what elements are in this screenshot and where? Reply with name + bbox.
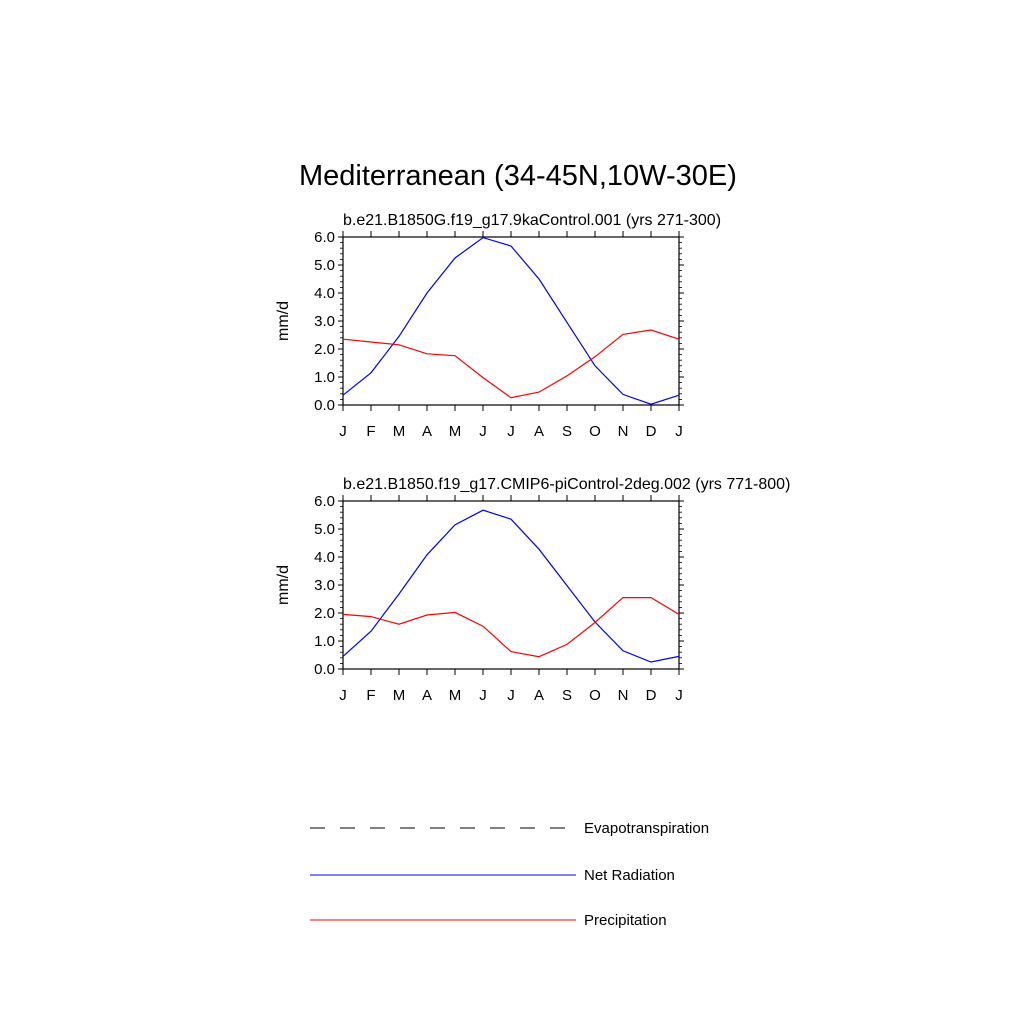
legend-label: Evapotranspiration [584,820,710,837]
legend-label: Precipitation [584,912,667,929]
x-tick-label: O [589,423,601,440]
x-tick-label: M [392,687,406,704]
plot-frame [343,237,679,405]
x-tick-label: J [479,687,487,704]
y-tick-label: 1.0 [314,369,335,386]
x-tick-label: J [675,423,683,440]
y-tick-label: 6.0 [314,493,335,510]
x-tick-label: A [421,687,433,704]
panel-title: b.e21.B1850.f19_g17.CMIP6-piControl-2deg.002 (yrs 771-800) [343,476,791,493]
y-axis-label: mm/d [275,565,292,605]
y-tick-label: 1.0 [314,633,335,650]
x-tick-label: M [448,423,462,440]
chart-panel-2 [275,476,790,704]
series-line-precipitation [343,330,679,398]
x-tick-label: J [507,687,515,704]
y-tick-label: 4.0 [314,285,335,302]
x-tick-label: J [479,423,487,440]
x-tick-label: D [645,687,657,704]
series-line-precipitation [343,598,679,657]
x-tick-label: A [421,423,433,440]
series-line-net-radiation [343,510,679,662]
y-tick-label: 4.0 [314,549,335,566]
x-tick-label: J [675,687,683,704]
legend-label: Net Radiation [584,867,675,884]
y-tick-label: 0.0 [314,661,335,678]
y-tick-label: 0.0 [314,397,335,414]
x-tick-label: D [645,423,657,440]
y-tick-label: 3.0 [314,577,335,594]
x-tick-label: A [533,687,545,704]
y-tick-label: 2.0 [314,605,335,622]
legend [310,820,709,929]
x-tick-label: J [339,687,347,704]
page-title: Mediterranean (34-45N,10W-30E) [299,160,737,192]
x-tick-label: J [339,423,347,440]
x-tick-label: J [507,423,515,440]
panel-title: b.e21.B1850G.f19_g17.9kaControl.001 (yrs 271-300) [343,212,722,229]
x-tick-label: M [448,687,462,704]
y-tick-label: 5.0 [314,257,335,274]
x-tick-label: F [366,423,376,440]
y-axis-label: mm/d [275,301,292,341]
plot-frame [343,501,679,669]
y-tick-label: 5.0 [314,521,335,538]
x-tick-label: F [366,687,376,704]
x-tick-label: M [392,423,406,440]
x-tick-label: S [561,423,573,440]
x-tick-label: S [561,687,573,704]
x-tick-label: N [617,687,629,704]
y-tick-label: 6.0 [314,229,335,246]
y-tick-label: 2.0 [314,341,335,358]
y-tick-label: 3.0 [314,313,335,330]
x-tick-label: N [617,423,629,440]
series-line-net-radiation [343,238,679,405]
x-tick-label: O [589,687,601,704]
x-tick-label: A [533,423,545,440]
chart-panel-1 [275,212,721,440]
